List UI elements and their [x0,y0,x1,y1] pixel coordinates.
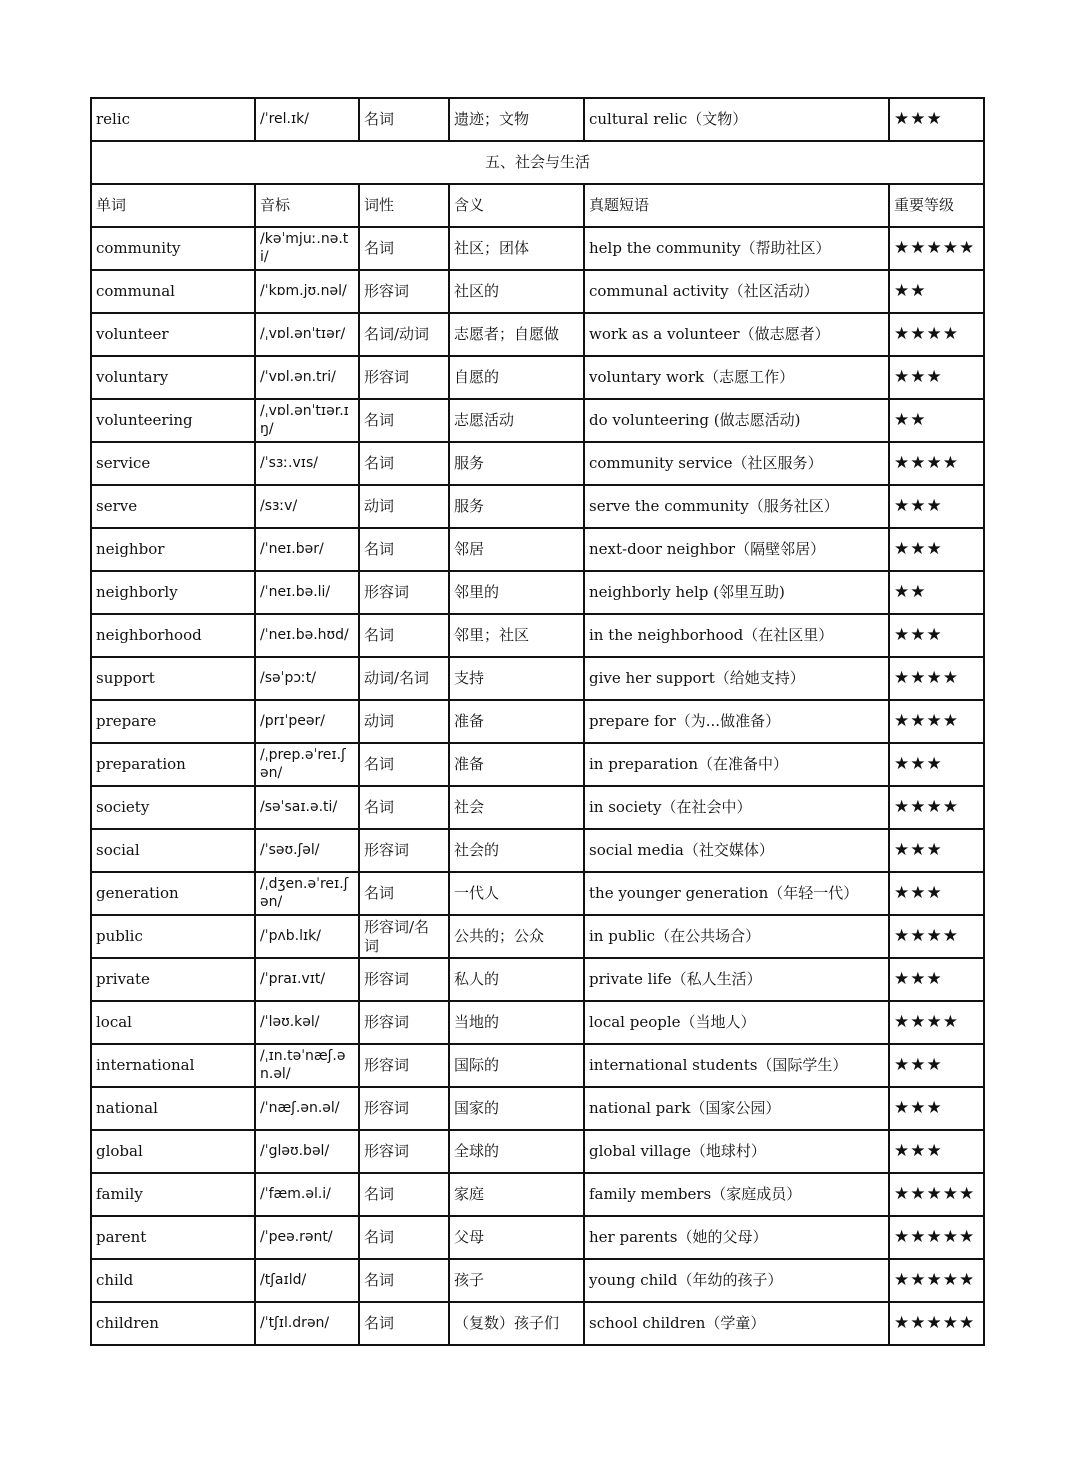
phonetic-cell: /ˈneɪ.bər/ [255,528,359,571]
phrase-cell: voluntary work（志愿工作） [584,356,889,399]
phrase-cell: school children（学童） [584,1302,889,1345]
phrase-cell: the younger generation（年轻一代） [584,872,889,915]
meaning-cell: 遗迹；文物 [449,98,584,141]
meaning-cell: 社会的 [449,829,584,872]
phrase-cell: neighborly help (邻里互助) [584,571,889,614]
part-of-speech-cell: 形容词 [359,958,449,1001]
phrase-cell: in society（在社会中） [584,786,889,829]
importance-level-cell: ★★ [889,270,984,313]
table-row [91,786,984,829]
importance-level-cell: ★★★★★ [889,227,984,270]
part-of-speech-cell: 动词/名词 [359,657,449,700]
phrase-cell: global village（地球村） [584,1130,889,1173]
phrase-cell: cultural relic（文物） [584,98,889,141]
meaning-cell: 社区；团体 [449,227,584,270]
meaning-cell: 一代人 [449,872,584,915]
part-of-speech-cell: 名词 [359,528,449,571]
table-row [91,442,984,485]
meaning-cell: 志愿者；自愿做 [449,313,584,356]
header-phrase: 真题短语 [584,184,889,227]
table-row [91,1001,984,1044]
importance-level-cell: ★★★★ [889,442,984,485]
part-of-speech-cell: 形容词 [359,1001,449,1044]
importance-level-cell: ★★★★ [889,915,984,958]
table-row [91,657,984,700]
part-of-speech-cell: 名词 [359,743,449,786]
importance-level-cell: ★★★★★ [889,1216,984,1259]
importance-level-cell: ★★★ [889,872,984,915]
word-cell: international [91,1044,255,1087]
phonetic-cell: /ˈrel.ɪk/ [255,98,359,141]
importance-level-cell: ★★★★ [889,1001,984,1044]
part-of-speech-cell: 形容词 [359,1130,449,1173]
table-row [91,614,984,657]
importance-level-cell: ★★★★ [889,313,984,356]
header-part-of-speech: 词性 [359,184,449,227]
part-of-speech-cell: 形容词 [359,829,449,872]
phrase-cell: young child（年幼的孩子） [584,1259,889,1302]
phonetic-cell: /ˌprep.əˈreɪ.ʃən/ [255,743,359,786]
phrase-cell: work as a volunteer（做志愿者） [584,313,889,356]
part-of-speech-cell: 名词 [359,1216,449,1259]
meaning-cell: 准备 [449,700,584,743]
word-cell: neighborly [91,571,255,614]
meaning-cell: 服务 [449,485,584,528]
meaning-cell: 国际的 [449,1044,584,1087]
importance-level-cell: ★★★★ [889,657,984,700]
table-header-row [91,184,984,227]
phonetic-cell: /ˌvɒl.ənˈtɪər.ɪŋ/ [255,399,359,442]
table-row [91,528,984,571]
word-cell: social [91,829,255,872]
table-row [91,700,984,743]
meaning-cell: 社会 [449,786,584,829]
phrase-cell: next-door neighbor（隔壁邻居） [584,528,889,571]
table-row [91,1044,984,1087]
word-cell: support [91,657,255,700]
word-cell: service [91,442,255,485]
word-cell: preparation [91,743,255,786]
meaning-cell: 邻居 [449,528,584,571]
importance-level-cell: ★★★★★ [889,1173,984,1216]
section-title-row [91,141,984,184]
word-cell: volunteer [91,313,255,356]
importance-level-cell: ★★★ [889,1087,984,1130]
table-row [91,485,984,528]
phonetic-cell: /səˈpɔːt/ [255,657,359,700]
phonetic-cell: /ˈvɒl.ən.tri/ [255,356,359,399]
table-row [91,1173,984,1216]
phrase-cell: give her support（给她支持） [584,657,889,700]
meaning-cell: 服务 [449,442,584,485]
phonetic-cell: /ˌdʒen.əˈreɪ.ʃən/ [255,872,359,915]
part-of-speech-cell: 形容词/名词 [359,915,449,958]
phrase-cell: do volunteering (做志愿活动) [584,399,889,442]
word-cell: global [91,1130,255,1173]
phonetic-cell: /ˈpeə.rənt/ [255,1216,359,1259]
importance-level-cell: ★★★ [889,1130,984,1173]
word-cell: neighborhood [91,614,255,657]
meaning-cell: 准备 [449,743,584,786]
word-cell: generation [91,872,255,915]
word-cell: serve [91,485,255,528]
importance-level-cell: ★★ [889,399,984,442]
phrase-cell: community service（社区服务） [584,442,889,485]
header-meaning: 含义 [449,184,584,227]
table-row [91,1216,984,1259]
phonetic-cell: /səˈsaɪ.ə.ti/ [255,786,359,829]
table-row [91,1130,984,1173]
phonetic-cell: /ˈsɜː.vɪs/ [255,442,359,485]
meaning-cell: 邻里的 [449,571,584,614]
table-row [91,958,984,1001]
table-row [91,915,984,958]
phonetic-cell: /sɜːv/ [255,485,359,528]
table-row-relic [91,98,984,141]
phrase-cell: help the community（帮助社区） [584,227,889,270]
phonetic-cell: /ˈləʊ.kəl/ [255,1001,359,1044]
header-importance-level: 重要等级 [889,184,984,227]
phrase-cell: social media（社交媒体） [584,829,889,872]
meaning-cell: 私人的 [449,958,584,1001]
word-cell: society [91,786,255,829]
importance-level-cell: ★★★ [889,743,984,786]
phonetic-cell: /ˈneɪ.bə.li/ [255,571,359,614]
importance-level-cell: ★★★ [889,1044,984,1087]
phrase-cell: prepare for（为...做准备） [584,700,889,743]
vocabulary-table [90,97,985,1346]
phrase-cell: local people（当地人） [584,1001,889,1044]
table-row [91,356,984,399]
phonetic-cell: /ˌvɒl.ənˈtɪər/ [255,313,359,356]
phonetic-cell: /ˌɪn.təˈnæʃ.ən.əl/ [255,1044,359,1087]
word-cell: neighbor [91,528,255,571]
part-of-speech-cell: 名词 [359,872,449,915]
table-row [91,1087,984,1130]
table-row [91,227,984,270]
word-cell: relic [91,98,255,141]
importance-level-cell: ★★★ [889,485,984,528]
importance-level-cell: ★★★ [889,98,984,141]
table-row [91,872,984,915]
part-of-speech-cell: 形容词 [359,1044,449,1087]
part-of-speech-cell: 名词 [359,1173,449,1216]
phrase-cell: in public（在公共场合） [584,915,889,958]
meaning-cell: 父母 [449,1216,584,1259]
phrase-cell: communal activity（社区活动） [584,270,889,313]
word-cell: child [91,1259,255,1302]
phonetic-cell: /ˈpraɪ.vɪt/ [255,958,359,1001]
meaning-cell: 全球的 [449,1130,584,1173]
phrase-cell: international students（国际学生） [584,1044,889,1087]
importance-level-cell: ★★★★ [889,700,984,743]
meaning-cell: 公共的；公众 [449,915,584,958]
phrase-cell: in preparation（在准备中） [584,743,889,786]
meaning-cell: 孩子 [449,1259,584,1302]
table-row [91,270,984,313]
table-row [91,313,984,356]
phrase-cell: serve the community（服务社区） [584,485,889,528]
part-of-speech-cell: 形容词 [359,1087,449,1130]
phonetic-cell: /kəˈmjuː.nə.ti/ [255,227,359,270]
importance-level-cell: ★★ [889,571,984,614]
meaning-cell: 当地的 [449,1001,584,1044]
phonetic-cell: /ˈnæʃ.ən.əl/ [255,1087,359,1130]
table-row [91,571,984,614]
word-cell: public [91,915,255,958]
importance-level-cell: ★★★ [889,614,984,657]
importance-level-cell: ★★★ [889,829,984,872]
part-of-speech-cell: 形容词 [359,270,449,313]
phonetic-cell: /ˈsəʊ.ʃəl/ [255,829,359,872]
part-of-speech-cell: 名词 [359,442,449,485]
part-of-speech-cell: 动词 [359,485,449,528]
meaning-cell: 社区的 [449,270,584,313]
table-row [91,1259,984,1302]
part-of-speech-cell: 名词 [359,399,449,442]
meaning-cell: 邻里；社区 [449,614,584,657]
meaning-cell: 志愿活动 [449,399,584,442]
phonetic-cell: /ˈfæm.əl.i/ [255,1173,359,1216]
meaning-cell: 国家的 [449,1087,584,1130]
header-word: 单词 [91,184,255,227]
phrase-cell: in the neighborhood（在社区里） [584,614,889,657]
word-cell: children [91,1302,255,1345]
word-cell: parent [91,1216,255,1259]
meaning-cell: （复数）孩子们 [449,1302,584,1345]
part-of-speech-cell: 名词 [359,1259,449,1302]
part-of-speech-cell: 名词 [359,1302,449,1345]
phrase-cell: her parents（她的父母） [584,1216,889,1259]
phrase-cell: private life（私人生活） [584,958,889,1001]
importance-level-cell: ★★★ [889,528,984,571]
part-of-speech-cell: 形容词 [359,356,449,399]
phonetic-cell: /ˈpʌb.lɪk/ [255,915,359,958]
part-of-speech-cell: 动词 [359,700,449,743]
meaning-cell: 家庭 [449,1173,584,1216]
part-of-speech-cell: 名词/动词 [359,313,449,356]
table-row [91,399,984,442]
table-row [91,1302,984,1345]
part-of-speech-cell: 名词 [359,98,449,141]
phonetic-cell: /ˈkɒm.jʊ.nəl/ [255,270,359,313]
meaning-cell: 自愿的 [449,356,584,399]
phonetic-cell: /ˈtʃɪl.drən/ [255,1302,359,1345]
part-of-speech-cell: 名词 [359,614,449,657]
importance-level-cell: ★★★★★ [889,1259,984,1302]
part-of-speech-cell: 形容词 [359,571,449,614]
header-phonetic: 音标 [255,184,359,227]
meaning-cell: 支持 [449,657,584,700]
table-row [91,743,984,786]
word-cell: volunteering [91,399,255,442]
section-title: 五、社会与生活 [91,141,984,184]
word-cell: family [91,1173,255,1216]
vocabulary-table-body [91,98,984,1345]
phonetic-cell: /tʃaɪld/ [255,1259,359,1302]
word-cell: prepare [91,700,255,743]
phonetic-cell: /ˈgləʊ.bəl/ [255,1130,359,1173]
phonetic-cell: /prɪˈpeər/ [255,700,359,743]
word-cell: national [91,1087,255,1130]
importance-level-cell: ★★★ [889,958,984,1001]
part-of-speech-cell: 名词 [359,227,449,270]
word-cell: private [91,958,255,1001]
word-cell: communal [91,270,255,313]
phrase-cell: national park（国家公园） [584,1087,889,1130]
part-of-speech-cell: 名词 [359,786,449,829]
word-cell: voluntary [91,356,255,399]
importance-level-cell: ★★★★★ [889,1302,984,1345]
importance-level-cell: ★★★ [889,356,984,399]
importance-level-cell: ★★★★ [889,786,984,829]
phrase-cell: family members（家庭成员） [584,1173,889,1216]
phonetic-cell: /ˈneɪ.bə.hʊd/ [255,614,359,657]
word-cell: community [91,227,255,270]
word-cell: local [91,1001,255,1044]
table-row [91,829,984,872]
